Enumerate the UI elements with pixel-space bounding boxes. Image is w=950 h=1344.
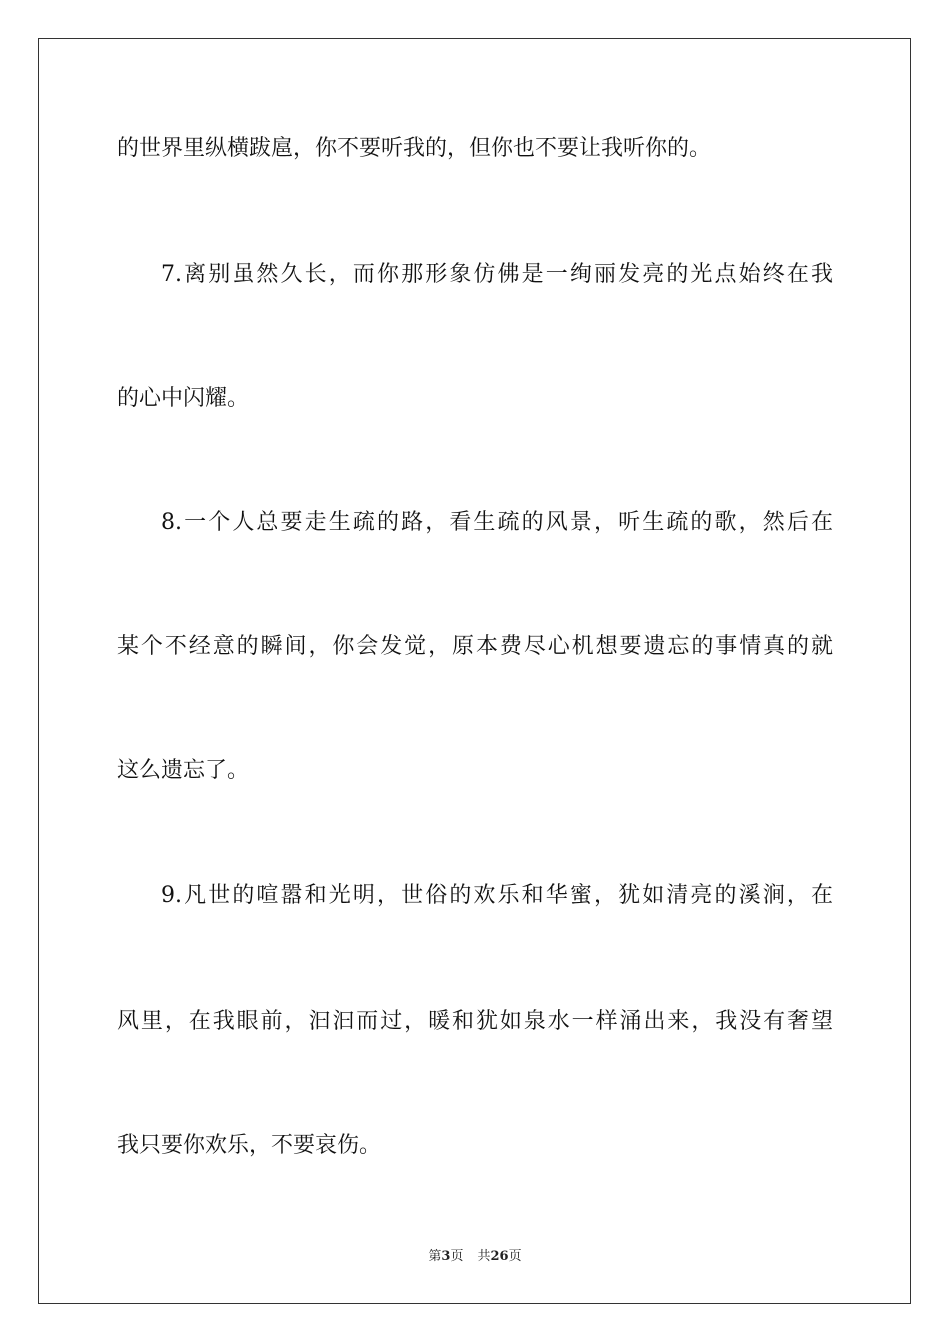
total-label-prefix: 共 [477, 1249, 491, 1264]
page-footer [0, 1248, 950, 1266]
text-line-5: 某个不经意的瞬间，你会发觉，原本费尽心机想要遗忘的事情真的就 [117, 634, 833, 659]
text-line-6: 这么遗忘了。 [117, 758, 250, 783]
text-line-item-8: 8.一个人总要走生疏的路，看生疏的风景，听生疏的歌，然后在 [161, 510, 833, 535]
text-line-3: 的心中闪耀。 [117, 386, 250, 411]
page-border [38, 38, 911, 1304]
text-line-item-9: 9.凡世的喧嚣和光明，世俗的欢乐和华蜜，犹如清亮的溪涧，在 [161, 883, 833, 908]
text-line-8: 风里，在我眼前，汩汩而过，暖和犹如泉水一样涌出来，我没有奢望 [117, 1009, 833, 1034]
text-line-9: 我只要你欢乐，不要哀伤。 [117, 1133, 382, 1158]
page-label-prefix: 第 [428, 1249, 442, 1264]
page-label-suffix: 页 [450, 1249, 464, 1264]
page-number: 3 [441, 1249, 451, 1264]
text-line-item-7: 7.离别虽然久长，而你那形象仿佛是一绚丽发亮的光点始终在我 [161, 262, 833, 287]
text-line-1: 的世界里纵横跋扈，你不要听我的，但你也不要让我听你的。 [117, 136, 712, 161]
total-pages: 26 [490, 1249, 509, 1264]
total-label-suffix: 页 [508, 1249, 522, 1264]
